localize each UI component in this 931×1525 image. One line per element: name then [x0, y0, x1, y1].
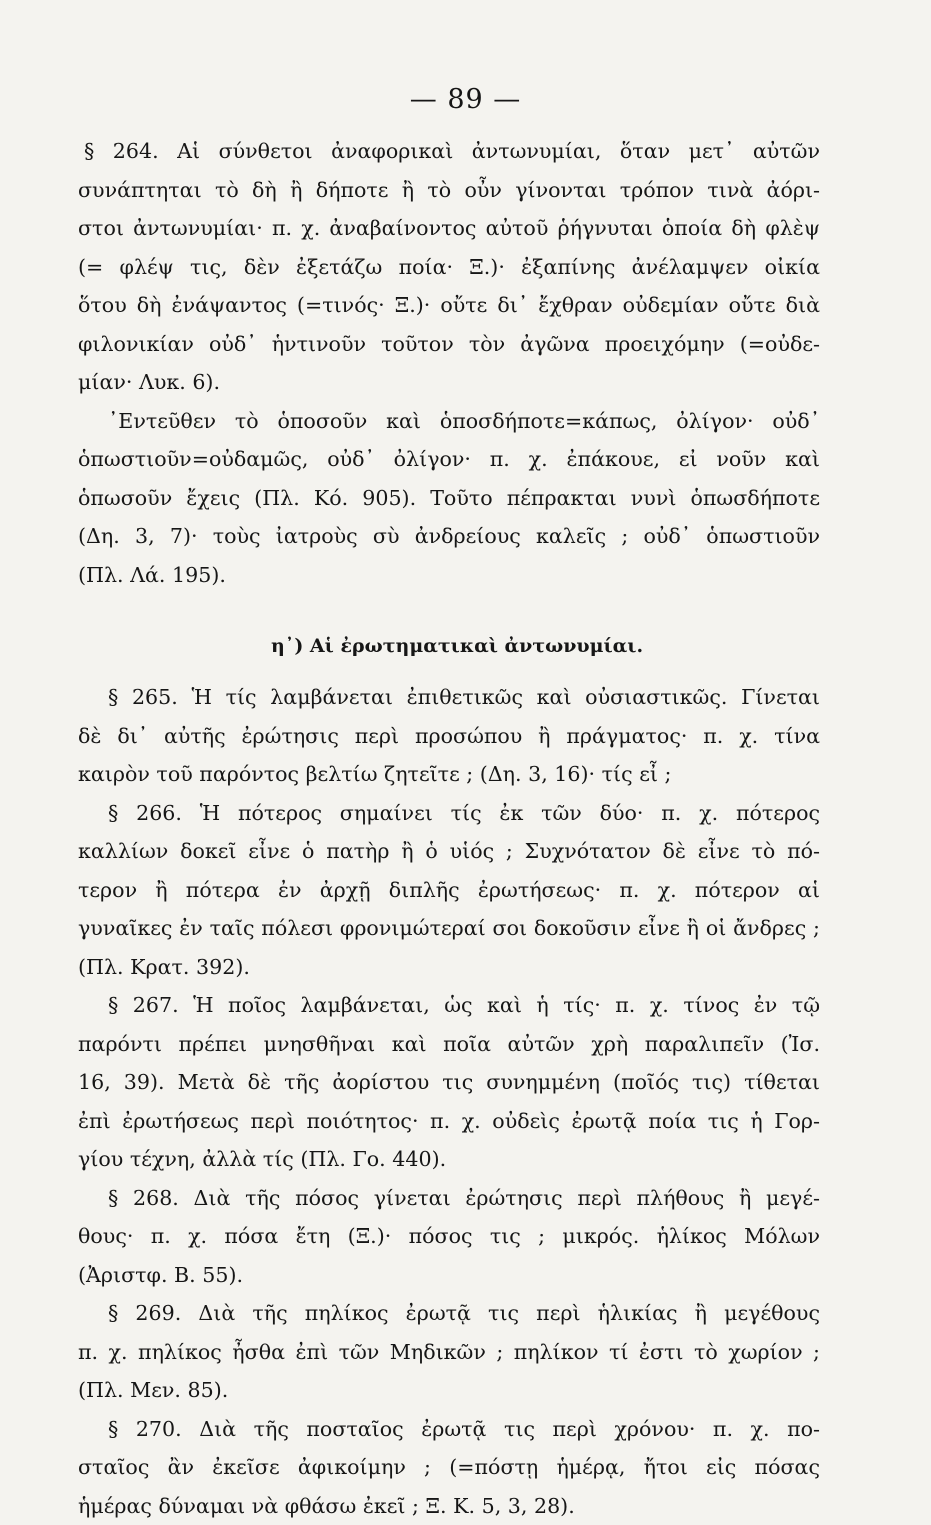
- text-line: (Πλ. Κρατ. 392).: [78, 948, 820, 987]
- text-line: ἡμέρας δύναμαι νὰ φθάσω ἐκεῖ ; Ξ. Κ. 5, 3, 28).: [78, 1487, 820, 1525]
- text-line: § 267. Ἡ ποῖος λαμβάνεται, ὡς καὶ ἡ τίς· π. χ. τίνος ἐν τῷ: [78, 986, 820, 1025]
- text-line: § 268. Διὰ τῆς πόσος γίνεται ἐρώτησις περὶ πλήθους ἢ μεγέ-: [78, 1179, 820, 1218]
- text-line: γίου τέχνη, ἀλλὰ τίς (Πλ. Γο. 440).: [78, 1140, 820, 1179]
- section-heading: η᾽) Αἱ ἐρωτηματικαὶ ἀντωνυμίαι.: [78, 622, 820, 670]
- text-line: ὁπωσοῦν ἔχεις (Πλ. Κό. 905). Τοῦτο πέπρακται νυνὶ ὁπωσδήποτε: [78, 479, 820, 518]
- text-line: σταῖος ἂν ἐκεῖσε ἀφικοίμην ; (=πόστῃ ἡμέρᾳ, ἤτοι εἰς πόσας: [78, 1448, 820, 1487]
- text-line: ᾽Εντεῦθεν τὸ ὁποσοῦν καὶ ὁποσδήποτε=κάπως, ὀλίγον· οὐδ᾽: [78, 402, 820, 441]
- text-line: μίαν· Λυκ. 6).: [78, 363, 820, 402]
- text-line: συνάπτηται τὸ δὴ ἢ δήποτε ἢ τὸ οὖν γίνονται τρόπον τινὰ ἀόρι-: [78, 171, 820, 210]
- text-line: (= φλέψ τις, δὲν ἐξετάζω ποία· Ξ.)· ἐξαπίνης ἀνέλαμψεν οἰκία: [78, 248, 820, 287]
- text-line: φιλονικίαν οὐδ᾽ ἡντινοῦν τοῦτον τὸν ἀγῶνα προειχόμην (=οὐδε-: [78, 325, 820, 364]
- text-line: στοι ἀντωνυμίαι· π. χ. ἀναβαίνοντος αὐτοῦ ῥήγνυται ὁποία δὴ φλὲψ: [78, 209, 820, 248]
- text-line: παρόντι πρέπει μνησθῆναι καὶ ποῖα αὐτῶν χρὴ παραλιπεῖν (Ἰσ.: [78, 1025, 820, 1064]
- text-line: π. χ. πηλίκος ἦσθα ἐπὶ τῶν Μηδικῶν ; πηλίκον τί ἐστι τὸ χωρίον ;: [78, 1333, 820, 1372]
- page-body: [78, 132, 820, 1525]
- text-line: (Πλ. Λά. 195).: [78, 556, 820, 595]
- text-line: § 269. Διὰ τῆς πηλίκος ἐρωτᾷ τις περὶ ἡλικίας ἢ μεγέθους: [78, 1294, 820, 1333]
- text-line: § 264. Αἱ σύνθετοι ἀναφορικαὶ ἀντωνυμίαι, ὅταν μετ᾽ αὐτῶν: [78, 132, 820, 171]
- text-line: δὲ δι᾽ αὐτῆς ἐρώτησις περὶ προσώπου ἢ πράγματος· π. χ. τίνα: [78, 717, 820, 756]
- text-line: § 265. Ἡ τίς λαμβάνεται ἐπιθετικῶς καὶ οὐσιαστικῶς. Γίνεται: [78, 678, 820, 717]
- section-264: [78, 132, 820, 594]
- text-line: (Πλ. Μεν. 85).: [78, 1371, 820, 1410]
- text-line: (Ἀριστφ. Β. 55).: [78, 1256, 820, 1295]
- text-line: ὅτου δὴ ἐνάψαντος (=τινός· Ξ.)· οὔτε δι᾽ ἔχθραν οὐδεμίαν οὔτε διὰ: [78, 286, 820, 325]
- text-line: 16, 39). Μετὰ δὲ τῆς ἀορίστου τις συνημμένη (ποῖός τις) τίθεται: [78, 1063, 820, 1102]
- text-line: γυναῖκες ἐν ταῖς πόλεσι φρονιμώτεραί σοι δοκοῦσιν εἶνε ἢ οἱ ἄνδρες ;: [78, 909, 820, 948]
- text-line: τερον ἢ πότερα ἐν ἀρχῇ διπλῆς ἐρωτήσεως· π. χ. πότερον αἱ: [78, 871, 820, 910]
- sections-265-270: [78, 678, 820, 1525]
- page-number: — 89 —: [0, 84, 931, 115]
- text-line: (Δη. 3, 7)· τοὺς ἰατροὺς σὺ ἀνδρείους καλεῖς ; οὐδ᾽ ὁπωστιοῦν: [78, 517, 820, 556]
- text-line: § 270. Διὰ τῆς ποσταῖος ἐρωτᾷ τις περὶ χρόνου· π. χ. πο-: [78, 1410, 820, 1449]
- text-line: καλλίων δοκεῖ εἶνε ὁ πατὴρ ἢ ὁ υἱός ; Συχνότατον δὲ εἶνε τὸ πό-: [78, 832, 820, 871]
- text-line: ὁπωστιοῦν=οὐδαμῶς, οὐδ᾽ ὀλίγον· π. χ. ἐπάκουε, εἰ νοῦν καὶ: [78, 440, 820, 479]
- text-line: καιρὸν τοῦ παρόντος βελτίω ζητεῖτε ; (Δη. 3, 16)· τίς εἶ ;: [78, 755, 820, 794]
- text-line: θους· π. χ. πόσα ἔτη (Ξ.)· πόσος τις ; μικρός. ἡλίκος Μόλων: [78, 1217, 820, 1256]
- text-line: § 266. Ἡ πότερος σημαίνει τίς ἐκ τῶν δύο· π. χ. πότερος: [78, 794, 820, 833]
- text-line: ἐπὶ ἐρωτήσεως περὶ ποιότητος· π. χ. οὐδεὶς ἐρωτᾷ ποία τις ἡ Γορ-: [78, 1102, 820, 1141]
